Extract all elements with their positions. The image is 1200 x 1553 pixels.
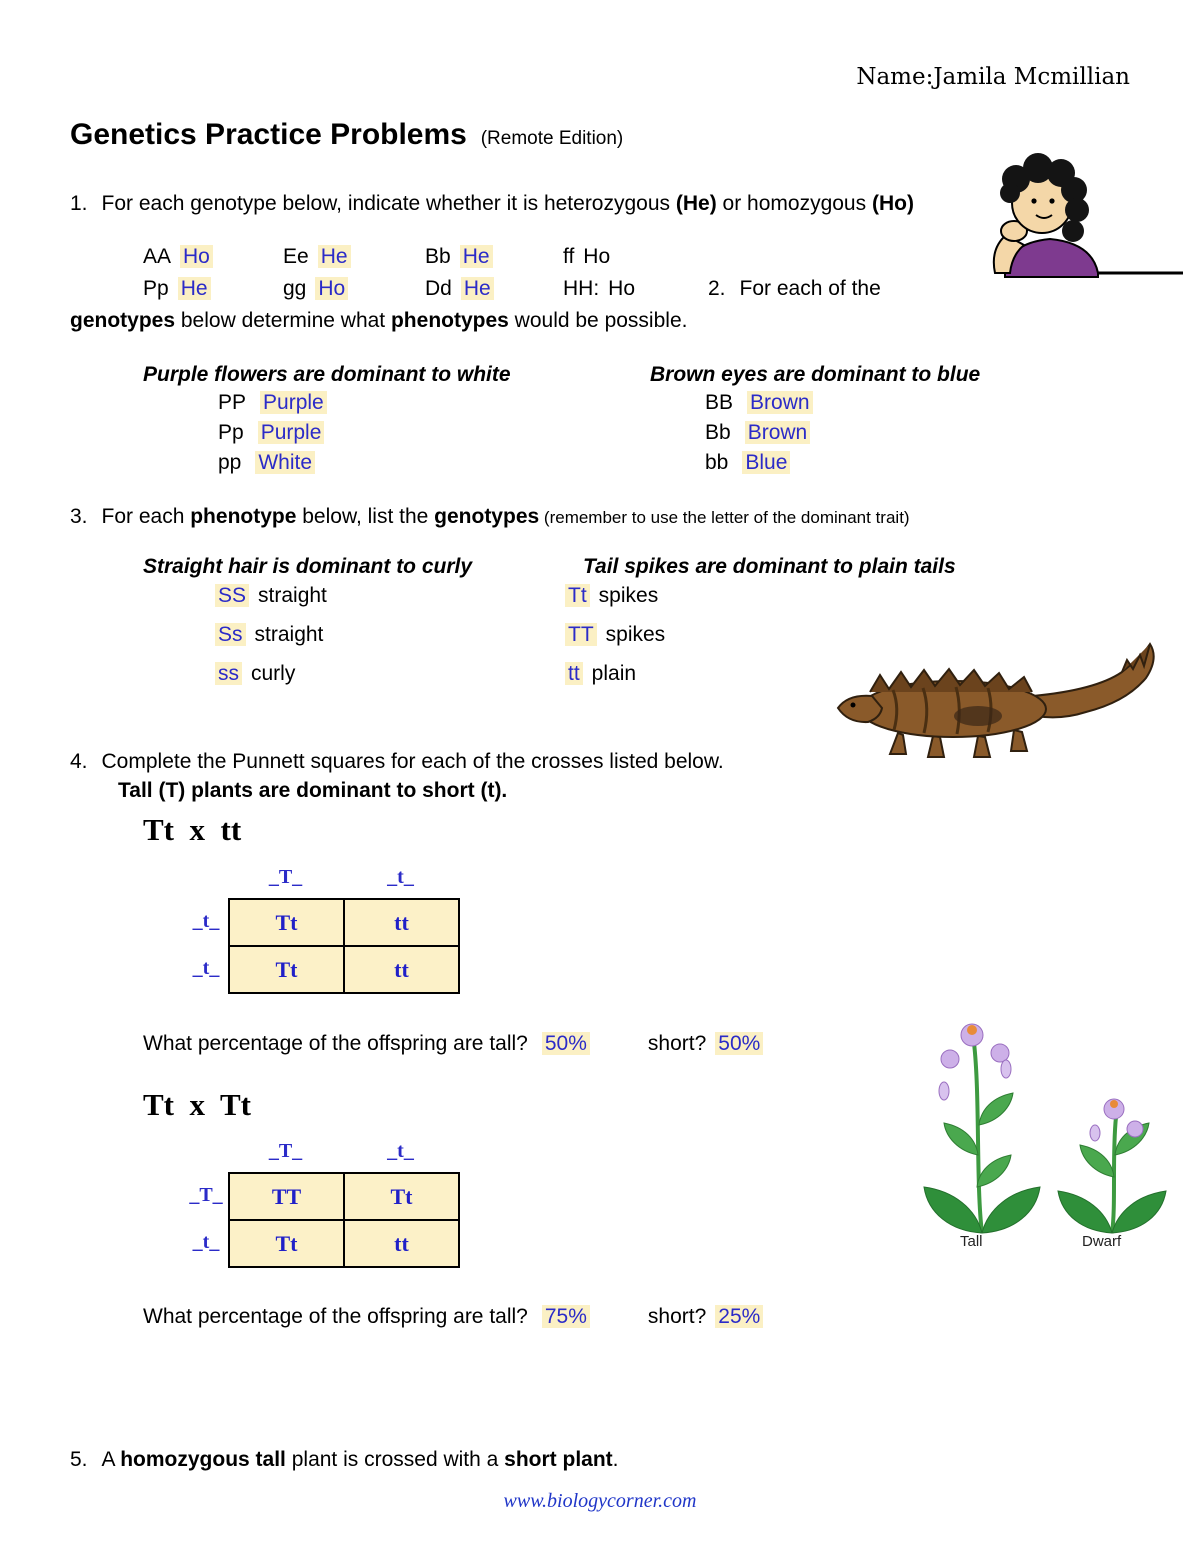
punnett-row-header: _t_	[192, 910, 220, 932]
phenotype-label: spikes	[598, 584, 659, 607]
q4-subtext: Tall (T) plants are dominant to short (t).	[118, 779, 508, 802]
question-1	[70, 192, 914, 216]
student-name: Jamila Mcmillian	[933, 64, 1130, 90]
title-line	[70, 118, 623, 152]
punnett-2-row-headers	[185, 1172, 227, 1266]
q3-bold-phenotype: phenotype	[190, 505, 297, 528]
tail-row	[565, 584, 665, 608]
punnett-cell: TT	[229, 1173, 344, 1220]
genotype-label: pp	[218, 451, 242, 474]
genotype-answer: He	[460, 245, 493, 268]
footer-url: www.biologycorner.com	[503, 1490, 697, 1512]
genotype-item	[425, 245, 563, 269]
genotype-answer: Ho	[315, 277, 348, 300]
genotype-item	[283, 277, 425, 301]
phenotype-label: plain	[591, 662, 637, 685]
q5-bold-homozygous-tall: homozygous tall	[120, 1448, 286, 1471]
genotype-answer: Ho	[180, 245, 213, 268]
punnett-col-header: _t_	[387, 866, 414, 888]
q2-mid-text: below determine what	[175, 309, 391, 332]
question-5	[70, 1448, 619, 1472]
q1-text-mid: or homozygous	[716, 192, 872, 215]
hair-row	[215, 623, 327, 647]
q2-bold-phenotypes: phenotypes	[390, 309, 509, 332]
genotype-row-1	[143, 245, 1143, 269]
q1-text: For each genotype below, indicate whether it is heterozygous	[101, 192, 676, 215]
genotype-answer: He	[318, 245, 351, 268]
genotype-answer: Tt	[565, 584, 590, 607]
genotype-item	[563, 245, 708, 269]
pct-short-label: short?	[647, 1032, 707, 1055]
eye-row	[705, 391, 813, 415]
genotype-label: Bb	[425, 245, 451, 268]
q4-number: 4.	[70, 750, 88, 773]
percentage-question-2	[143, 1305, 763, 1329]
eyes-rows	[705, 391, 813, 481]
q1-ho-bold: (Ho)	[871, 192, 914, 215]
phenotype-label: curly	[251, 662, 296, 685]
hair-heading: Straight hair is dominant to curly	[143, 555, 473, 578]
pea-plants-icon	[920, 1005, 1190, 1260]
punnett-cell: Tt	[344, 1173, 459, 1220]
punnett-col-header: _T_	[268, 866, 303, 888]
question-3	[70, 505, 910, 529]
genotype-row-2	[143, 277, 1143, 301]
q5-bold-short-plant: short plant	[504, 1448, 613, 1471]
pct-short-label: short?	[647, 1305, 707, 1328]
phenotype-answer: Purple	[258, 421, 325, 444]
name-label: Name:	[856, 64, 934, 90]
hair-row	[215, 584, 327, 608]
name-line	[856, 64, 1130, 90]
phenotype-label: spikes	[605, 623, 666, 646]
punnett-cell: tt	[344, 946, 459, 993]
q1-he-bold: (He)	[675, 192, 717, 215]
hair-rows	[215, 584, 327, 701]
genotype-label: HH:	[563, 277, 600, 300]
q2-bold-genotypes: genotypes	[70, 309, 176, 332]
punnett-cell: tt	[344, 1220, 459, 1267]
phenotype-answer: Purple	[260, 391, 327, 414]
punnett-cell: Tt	[229, 946, 344, 993]
q2-inline-text: For each of the	[739, 277, 881, 300]
flower-row	[218, 451, 327, 475]
q3-parenthetical: (remember to use the letter of the dominant trait)	[539, 508, 910, 527]
punnett-table-1	[228, 898, 460, 994]
genotype-answer: SS	[215, 584, 249, 607]
genotype-label: Bb	[705, 421, 731, 444]
eye-row	[705, 421, 813, 445]
pea-plants-tall-dwarf-illustration	[920, 1005, 1190, 1260]
punnett-row-header: _T_	[189, 1184, 223, 1206]
worksheet-subtitle: (Remote Edition)	[480, 128, 624, 149]
genotype-answer: He	[461, 277, 494, 300]
genotype-item	[283, 245, 425, 269]
punnett-1-col-headers	[228, 866, 458, 889]
genotype-label: Pp	[143, 277, 169, 300]
genotype-label: ff	[563, 245, 575, 268]
q5-mid-text: plant is crossed with a	[285, 1448, 505, 1471]
genotype-label: bb	[705, 451, 729, 474]
tails-rows	[565, 584, 665, 701]
q3-mid-text: below, list the	[296, 505, 435, 528]
q5-end-text: .	[612, 1448, 619, 1471]
pct-question-text: What percentage of the offspring are tall?	[143, 1305, 528, 1328]
genotype-label: AA	[143, 245, 172, 268]
genotype-label: gg	[283, 277, 307, 300]
eye-row	[705, 451, 813, 475]
question-2-start	[708, 277, 1143, 301]
percentage-question-1	[143, 1032, 763, 1056]
phenotype-label: straight	[254, 623, 324, 646]
q5-text: A	[101, 1448, 121, 1471]
tail-row	[565, 623, 665, 647]
spiky-lizard-illustration	[828, 638, 1168, 769]
eyes-heading: Brown eyes are dominant to blue	[650, 363, 981, 386]
punnett-2-col-headers	[228, 1140, 458, 1163]
genotype-answer: tt	[565, 662, 583, 685]
genotype-answer: He	[178, 277, 211, 300]
cross-2-heading: Tt x Tt	[143, 1087, 251, 1122]
genotype-label: BB	[705, 391, 734, 414]
punnett-table-2	[228, 1172, 460, 1268]
genotype-item	[563, 277, 708, 301]
question-4	[70, 750, 724, 774]
worksheet-title: Genetics Practice Problems	[70, 118, 467, 151]
genotype-label: Pp	[218, 421, 244, 444]
q3-text: For each	[101, 505, 191, 528]
punnett-row-header: _t_	[192, 957, 220, 979]
flowers-rows	[218, 391, 327, 481]
genotype-answer: TT	[565, 623, 597, 646]
genotype-item	[143, 245, 283, 269]
genotype-label: PP	[218, 391, 247, 414]
pct-short-answer: 50%	[715, 1032, 763, 1055]
genotype-label: Ee	[283, 245, 309, 268]
pct-tall-answer: 50%	[542, 1032, 590, 1055]
genotype-item	[425, 277, 563, 301]
genotype-answer: Ho	[583, 245, 611, 268]
pct-question-text: What percentage of the offspring are tall?	[143, 1032, 528, 1055]
q3-number: 3.	[70, 505, 88, 528]
genotype-item	[143, 277, 283, 301]
punnett-row-header: _t_	[192, 1231, 220, 1253]
q2-end-text: would be possible.	[508, 309, 688, 332]
genotype-answer: Ho	[608, 277, 636, 300]
tail-row	[565, 662, 665, 686]
punnett-cell: tt	[344, 899, 459, 946]
dwarf-plant-label: Dwarf	[1082, 1233, 1122, 1250]
cross-1-heading: Tt x tt	[143, 812, 242, 847]
tails-heading: Tail spikes are dominant to plain tails	[583, 555, 956, 578]
genotype-label: Dd	[425, 277, 452, 300]
flower-row	[218, 421, 327, 445]
punnett-col-header: _T_	[268, 1140, 303, 1162]
q2-number: 2.	[708, 277, 726, 300]
flowers-heading: Purple flowers are dominant to white	[143, 363, 511, 386]
punnett-cell: Tt	[229, 899, 344, 946]
genotype-answer: Ss	[215, 623, 246, 646]
spiky-lizard-icon	[828, 638, 1168, 763]
pct-tall-answer: 75%	[542, 1305, 590, 1328]
q5-number: 5.	[70, 1448, 88, 1471]
q3-bold-genotypes: genotypes	[434, 505, 540, 528]
hair-row	[215, 662, 327, 686]
flower-row	[218, 391, 327, 415]
punnett-cell: Tt	[229, 1220, 344, 1267]
pct-short-answer: 25%	[715, 1305, 763, 1328]
q1-number: 1.	[70, 192, 88, 215]
punnett-1-row-headers	[185, 898, 227, 992]
phenotype-label: straight	[258, 584, 327, 607]
phenotype-answer: Brown	[747, 391, 813, 414]
phenotype-answer: Brown	[745, 421, 811, 444]
genotype-answer: ss	[215, 662, 242, 685]
phenotype-answer: White	[255, 451, 315, 474]
tall-plant-label: Tall	[960, 1233, 983, 1250]
question-2-wrap	[70, 309, 687, 333]
punnett-col-header: _t_	[387, 1140, 414, 1162]
phenotype-answer: Blue	[742, 451, 790, 474]
q4-text: Complete the Punnett squares for each of the crosses listed below.	[101, 750, 724, 773]
